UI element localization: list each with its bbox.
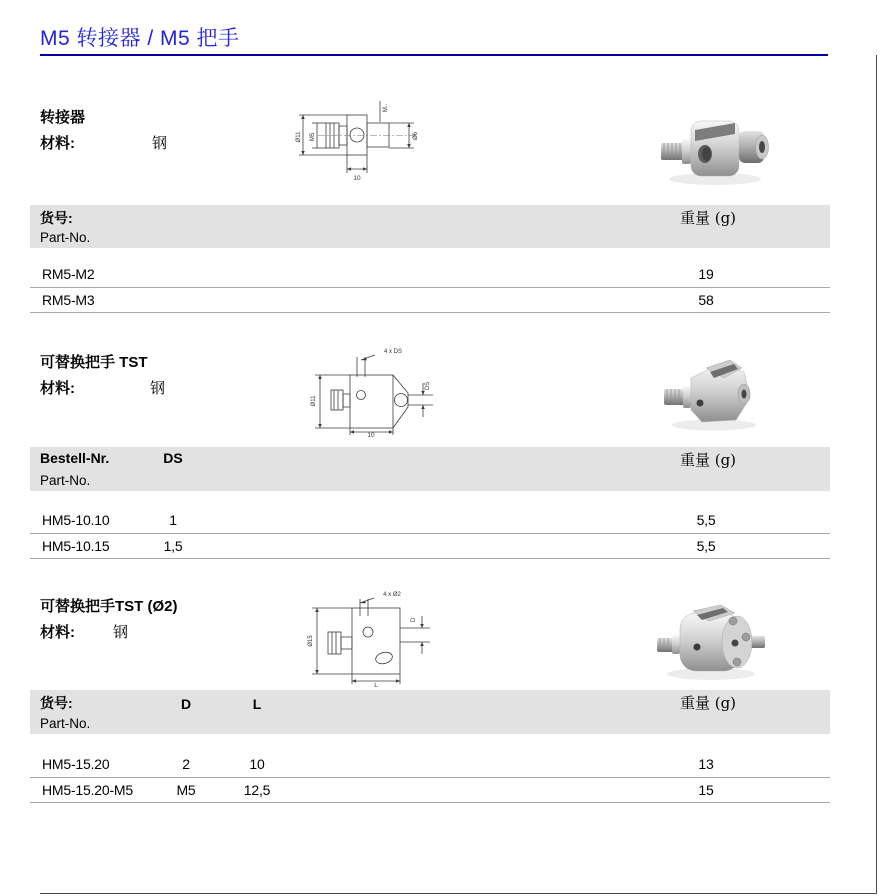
dim-label: Ø11 (296, 131, 302, 143)
weight-value: 15 (698, 782, 714, 798)
d-value: 2 (182, 756, 190, 772)
weight-header: 重量 (g) (679, 451, 737, 469)
part-number: HM5-10.15 (42, 538, 110, 554)
technical-drawing-tst (305, 343, 440, 438)
part-number: HM5-15.20 (42, 756, 110, 772)
d-header: D (180, 696, 192, 712)
weight-value: 5,5 (696, 538, 716, 554)
technical-drawing-adapter (290, 93, 430, 185)
weight-value: 58 (698, 292, 714, 308)
row-divider (30, 312, 830, 313)
weight-value: 13 (698, 756, 714, 772)
page-title: M5 转接器 / M5 把手 (40, 27, 240, 50)
part-number: HM5-10.10 (42, 512, 110, 528)
tst-handle-photo (650, 352, 785, 437)
ds-value: 1,5 (163, 538, 183, 554)
dim-label: M5 (310, 132, 316, 142)
table-header-band (30, 447, 830, 491)
dim-label: 10 (353, 175, 361, 182)
dim-label: 10 (367, 432, 375, 438)
part-no-subheader: Part-No. (40, 473, 91, 488)
ds-header: DS (163, 450, 183, 466)
material-value: 钢 (150, 379, 166, 397)
l-header: L (252, 696, 262, 712)
page-bottom-border (40, 893, 877, 894)
technical-drawing-tst-o2 (302, 586, 442, 688)
table-row (30, 534, 830, 559)
table-header-band (30, 690, 830, 734)
section-heading-adapter: 转接器 (40, 109, 86, 126)
weight-value: 5,5 (696, 512, 716, 528)
part-no-header: 货号: (40, 695, 73, 711)
material-value: 钢 (113, 623, 129, 641)
dim-label: D (411, 617, 417, 623)
dim-label: Ø11 (311, 395, 317, 407)
dim-label: DS (425, 381, 431, 391)
part-number: RM5-M2 (42, 266, 95, 282)
material-value: 钢 (152, 134, 168, 152)
dim-label: Ø6 (413, 131, 419, 141)
adapter-photo (645, 106, 785, 191)
table-row (30, 262, 830, 287)
material-label: 材料: (40, 135, 75, 152)
weight-value: 19 (698, 266, 714, 282)
part-number: RM5-M3 (42, 292, 95, 308)
d-value: M5 (176, 782, 196, 798)
table-row (30, 778, 830, 803)
section-heading-tst-o2: 可替换把手TST (Ø2) (40, 598, 178, 615)
l-value: 10 (249, 756, 265, 772)
row-divider (30, 802, 830, 803)
material-label: 材料: (40, 624, 75, 641)
page-right-border (876, 55, 877, 893)
table-row (30, 508, 830, 533)
weight-header: 重量 (g) (679, 209, 737, 227)
dim-label: 4 x Ø2 (383, 592, 401, 598)
weight-header: 重量 (g) (679, 694, 737, 712)
title-rule (40, 54, 828, 56)
dim-label: Ø15 (308, 635, 314, 647)
dim-label: M.. (383, 103, 389, 113)
table-header-band (30, 205, 830, 248)
part-number: HM5-15.20-M5 (42, 782, 133, 798)
section-heading-tst: 可替换把手 TST (40, 354, 148, 371)
row-divider (30, 558, 830, 559)
l-value: 12,5 (243, 782, 271, 798)
ds-value: 1 (169, 512, 177, 528)
part-no-subheader: Part-No. (40, 230, 91, 245)
dim-label: 4 x DS (383, 349, 403, 355)
part-no-subheader: Part-No. (40, 716, 91, 731)
dim-label: L (374, 682, 378, 688)
material-label: 材料: (40, 380, 75, 397)
part-no-header: Bestell-Nr. (40, 450, 110, 466)
table-row (30, 752, 830, 777)
table-row (30, 288, 830, 313)
tst-o2-handle-photo (645, 597, 785, 685)
part-no-header: 货号: (40, 210, 73, 226)
